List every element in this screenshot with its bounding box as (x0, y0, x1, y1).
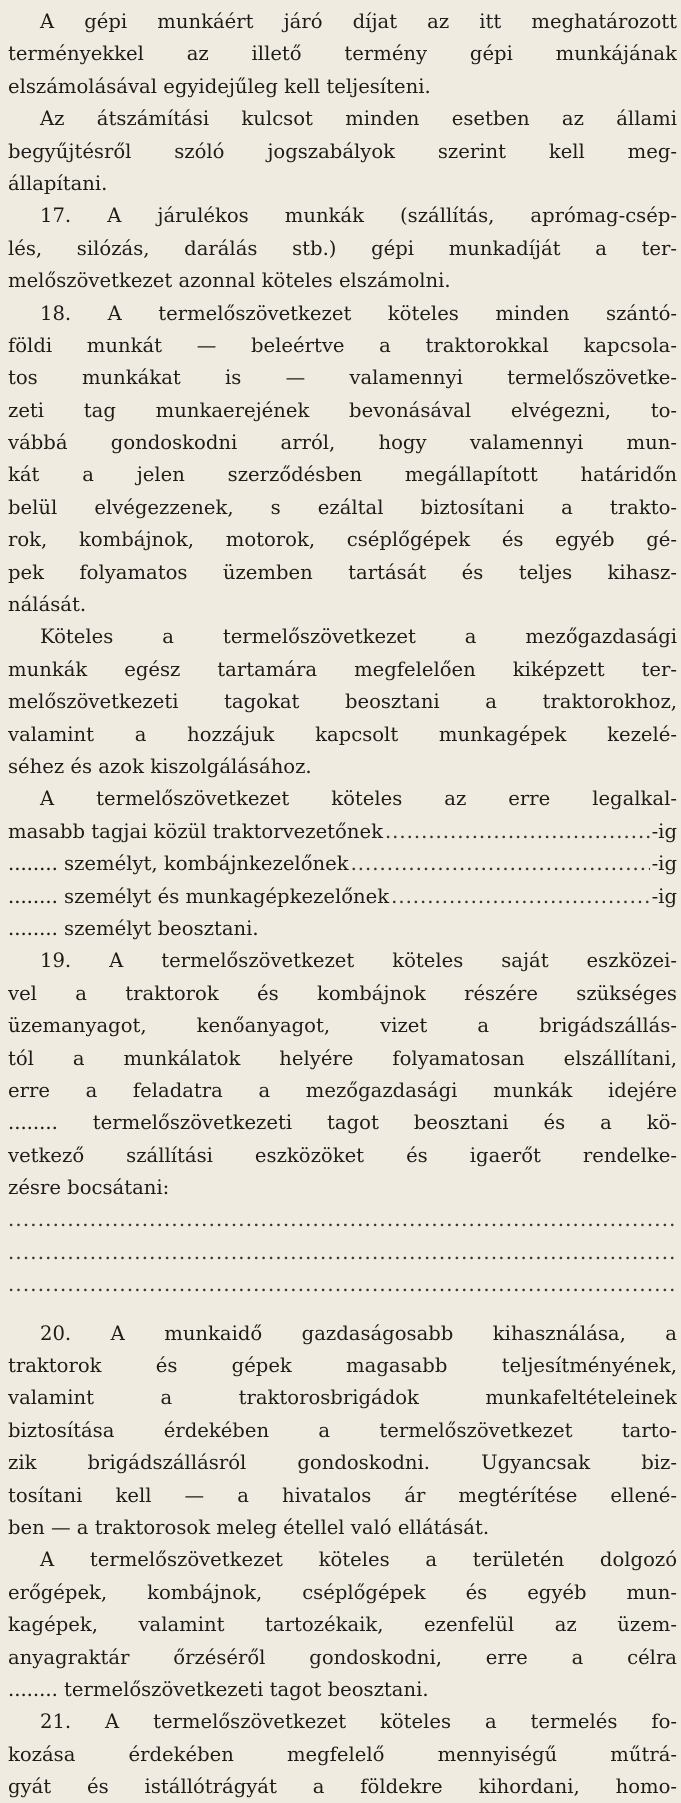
text-line: séhez és azok kiszolgálásához. (8, 754, 312, 778)
text-line: 21. A termelőszövetkezet köteles a termelés fo- (40, 1710, 677, 1734)
text-line: vetkező szállítási eszközöket és igaerőt rendelke- (8, 1143, 677, 1167)
text-line: gyát és istállótrágyát a földekre kihordani, homo- (8, 1775, 677, 1799)
paragraph-p2 (8, 103, 677, 200)
text-line: rok, kombájnok, motorok, cséplőgépek és egyéb gé- (8, 528, 677, 552)
text-line: traktorok és gépek magasabb teljesítményének, (8, 1354, 677, 1378)
text-line: zésre bocsátani: (8, 1176, 170, 1200)
text-line: Az átszámítási kulcsot minden esetben az állami (40, 107, 677, 131)
blank-dotted-field (391, 881, 649, 913)
fill-in-suffix: -ig (651, 884, 677, 908)
text-line: kagépek, valamint tartozékaik, ezenfelül az üzem- (8, 1613, 677, 1637)
text-line: belül elvégezzenek, s ezáltal biztosítani a trakto- (8, 495, 677, 519)
text-line: pek folyamatos üzemben tartását és teljes kihasz- (8, 560, 677, 584)
text-line: melőszövetkezeti tagokat beosztani a traktorokhoz, (8, 690, 677, 714)
text-line: anyagraktár őrzéséről gondoskodni, erre a célra (8, 1645, 677, 1669)
blank-dotted-line (8, 1269, 677, 1301)
text-line: kát a jelen szerződésben megállapított határidőn (8, 463, 677, 487)
text-line: Köteles a termelőszövetkezet a mezőgazdasági (40, 625, 677, 649)
fill-in-label: masabb tagjai közül traktorvezetőnek (8, 819, 383, 843)
fill-in-line (8, 881, 677, 913)
text-line: melőszövetkezet azonnal köteles elszámolni. (8, 269, 451, 293)
text-line: 19. A termelőszövetkezet köteles saját eszközei- (40, 949, 677, 973)
text-line: munkák egész tartamára megfelelően kiképzett ter- (8, 657, 677, 681)
paragraph-p18b (8, 621, 677, 783)
paragraph-p20 (8, 1318, 677, 1545)
paragraph-p18 (8, 298, 677, 622)
paragraph-p19 (8, 945, 677, 1317)
blank-dotted-field (351, 848, 650, 880)
blank-dotted-line (8, 1237, 677, 1269)
text-line: biztosítása érdekében a termelőszövetkezet tarto- (8, 1418, 677, 1442)
text-line: 17. A járulékos munkák (szállítás, aprómag-csép- (40, 204, 677, 228)
text-line: valamint a hozzájuk kapcsolt munkagépek kezelé- (8, 722, 677, 746)
text-line: elszámolásával egyidejűleg kell teljesíteni. (8, 74, 431, 98)
text-line: A termelőszövetkezet köteles az erre legalkal- (40, 787, 677, 811)
text-line: vel a traktorok és kombájnok részére szükséges (8, 981, 677, 1005)
fill-in-line (8, 848, 677, 880)
text-line: 18. A termelőszövetkezet köteles minden szántó- (40, 301, 677, 325)
fill-in-label: ........ személyt, kombájnkezelőnek (8, 852, 349, 876)
spacer (8, 1302, 677, 1318)
text-line: tosítani kell — a hivatalos ár megtérítése ellené- (8, 1483, 677, 1507)
text-line: nálását. (8, 593, 87, 617)
blank-dotted-line (8, 1204, 677, 1236)
text-line: erre a feladatra a mezőgazdasági munkák idejére (8, 1078, 677, 1102)
text-line: földi munkát — beleértve a traktorokkal kapcsola- (8, 333, 677, 357)
fill-in-line (8, 816, 677, 848)
text-line: valamint a traktorosbrigádok munkafeltételeinek (8, 1386, 677, 1410)
text-line: 20. A munkaidő gazdaságosabb kihasználása, a (40, 1321, 677, 1345)
fill-in-suffix: -ig (651, 852, 677, 876)
fill-in-suffix: -ig (651, 819, 677, 843)
text-line: erőgépek, kombájnok, cséplőgépek és egyéb mun- (8, 1580, 677, 1604)
text-line: A termelőszövetkezet köteles a területén dolgozó (40, 1548, 677, 1572)
text-line: ........ termelőszövetkezeti tagot beosztani és a kö- (8, 1111, 677, 1135)
text-line: ........ termelőszövetkezeti tagot beosztani. (8, 1677, 429, 1701)
paragraph-p20b (8, 1544, 677, 1706)
text-line: üzemanyagot, kenőanyagot, vizet a brigádszállás- (8, 1014, 677, 1038)
text-line: ........ személyt beosztani. (8, 916, 259, 940)
text-line: zeti tag munkaerejének bevonásával elvégezni, to- (8, 398, 677, 422)
paragraph-p1 (8, 6, 677, 103)
text-line: zik brigádszállásról gondoskodni. Ugyancsak biz- (8, 1451, 677, 1475)
text-line: terményekkel az illető termény gépi munkájának (8, 42, 677, 66)
text-line: tos munkákat is — valamennyi termelőszövetke- (8, 366, 677, 390)
text-line: kozása érdekében megfelelő mennyiségű műtrá- (8, 1742, 677, 1766)
text-line: begyűjtésről szóló jogszabályok szerint kell meg- (8, 139, 677, 163)
text-line: tól a munkálatok helyére folyamatosan elszállítani, (8, 1046, 677, 1070)
text-line: A gépi munkáért járó díjat az itt meghatározott (40, 10, 677, 33)
paragraph-p17 (8, 200, 677, 297)
paragraph-p21 (8, 1706, 677, 1803)
fill-in-label: ........ személyt és munkagépkezelőnek (8, 884, 390, 908)
text-line: lés, silózás, darálás stb.) gépi munkadíját a ter- (8, 236, 677, 260)
blank-dotted-field (385, 816, 650, 848)
text-line: ben — a traktorosok meleg étellel való ellátását. (8, 1515, 490, 1539)
text-line: állapítani. (8, 171, 108, 195)
text-line: vábbá gondoskodni arról, hogy valamennyi mun- (8, 431, 677, 455)
paragraph-p18c (8, 783, 677, 945)
